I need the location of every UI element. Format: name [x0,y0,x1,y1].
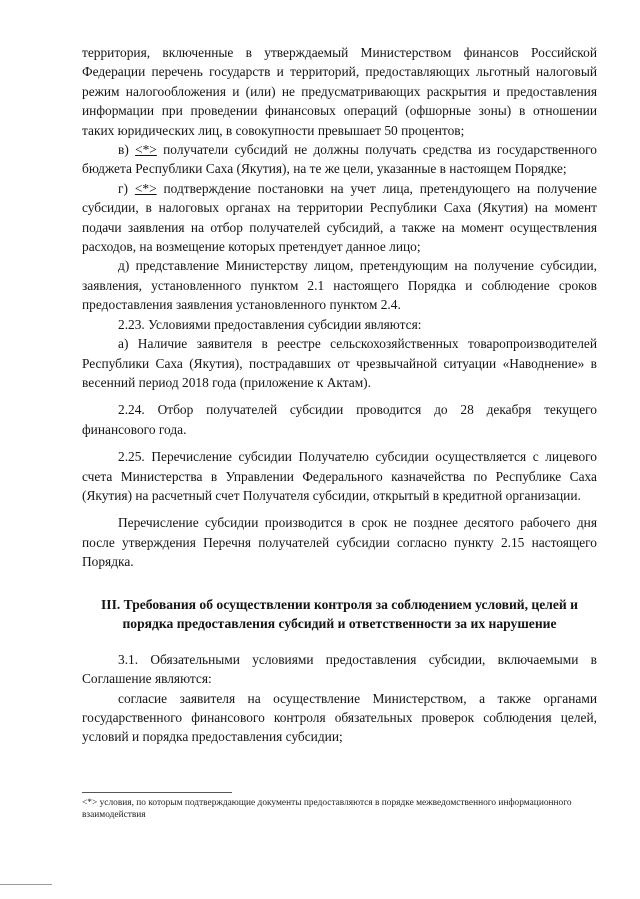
paragraph-d: д) представление Министерству лицом, претендующим на получение субсидии, заявления, установленного пунктом 2.1 настоящего Порядка и соблюдение сроков предоставления заявления установленного пунктом 2.4. [82,258,597,313]
item-letter-v: в) [118,142,136,158]
paragraph-transfer-deadline: Перечисление субсидии производится в срок не позднее десятого рабочего дня после утверждения Перечня получателей субсидии согласно пункту 2.15 настоящего Порядка. [82,515,597,570]
footnote-reference-link[interactable]: <*> [135,142,157,158]
paragraph-3-1: 3.1. Обязательными условиями предоставления субсидии, включаемыми в Соглашение являются: [82,651,597,687]
paragraph-consent: согласие заявителя на осуществление Министерством, а также органами государственного финансового контроля обязательных проверок соблюдения целей, условий и порядка предоставления субсидии; [82,690,597,745]
paragraph-territory: территория, включенные в утверждаемый Министерством финансов Российской Федерации перечень государств и территорий, предоставляющих льготный налоговый режим налогообложения и (или) не предусматривающих раскрытия и предоставления информации при проведении финансовых операций (офшорные зоны) в отношении таких юридических лиц, в совокупности превышает 50 процентов; [82,45,597,138]
paragraph-2-23: 2.23. Условиями предоставления субсидии являются: [118,316,422,332]
footnote-text: <*> условия, по которым подтверждающие документы предоставляются в порядке межведомственного информационного взаимодействия [82,798,572,821]
paragraph-a: а) Наличие заявителя в реестре сельскохозяйственных товаропроизводителей Республики Саха (Якутия), пострадавших от чрезвычайной ситуации «Наводнение» в весенний период 2018 года (приложение к Актам). [82,336,597,390]
paragraph-g [82,179,597,257]
paragraph-2-25: 2.25. Перечисление субсидии Получателю субсидии осуществляется с лицевого счета Министерства в Управлении Федерального казначейства по Республике Саха (Якутия) на расчетный счет Получателя субсидии, открытый в кредитной организации. [82,449,597,503]
paragraph-v-text: получатели субсидий не должны получать средства из государственного бюджета Республики Саха (Якутия), на те же цели, указанные в настоящем Порядке; [82,142,597,177]
item-letter-g: г) [118,180,135,196]
paragraph-g-text: подтверждение постановки на учет лица, претендующего на получение субсидии, в налоговых органах на территории Республики Саха (Якутия) на момент подачи заявления на отбор получателей субсидий, а также на момент осуществления расходов, на возмещение которых претендует данное лицо; [82,180,597,255]
footnote-reference-link[interactable]: <*> [134,180,157,196]
paragraph-v [82,140,597,179]
paragraph-2-24: 2.24. Отбор получателей субсидии проводится до 28 декабря текущего финансового года. [82,402,597,437]
footnote-divider [82,792,232,793]
document-body [82,43,597,747]
section-heading: III. Требования об осуществлении контроля за соблюдением условий, целей и порядка предоставления субсидий и ответственности за их нарушение [100,596,578,632]
scan-edge-line [0,884,52,885]
